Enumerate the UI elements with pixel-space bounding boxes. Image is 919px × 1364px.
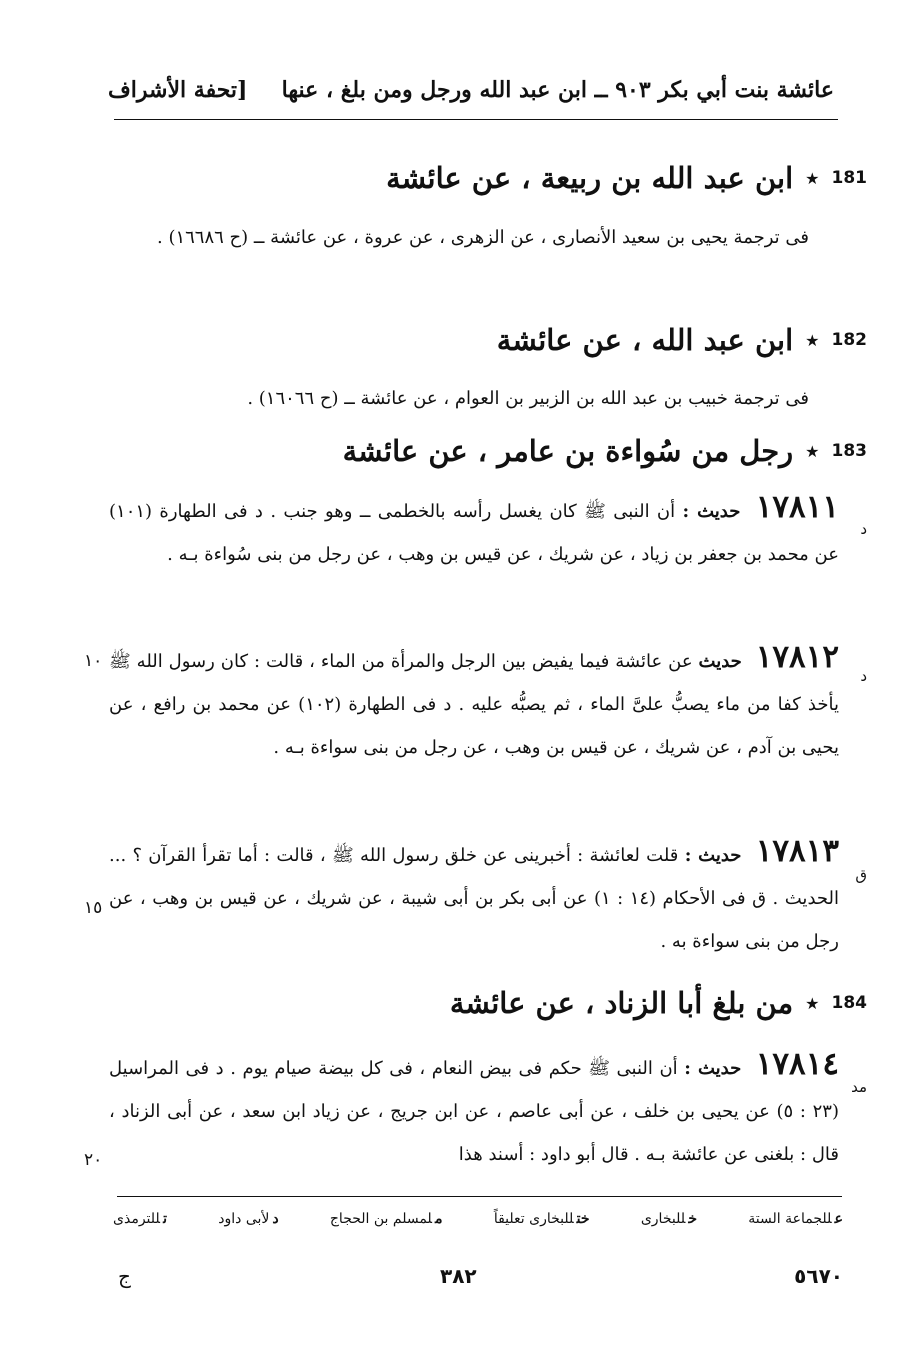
hadith-entry-17813: [109, 830, 839, 963]
source-symbol: ق: [855, 866, 867, 884]
star-icon: ★: [805, 168, 820, 188]
section-number: 181: [831, 168, 867, 188]
star-icon: ★: [805, 441, 820, 461]
abbreviation-legend: [113, 1204, 843, 1234]
entry-number: ١٧٨١٤: [755, 1046, 840, 1082]
section-number: 183: [831, 441, 867, 461]
entry-number: ١٧٨١٢: [755, 639, 839, 675]
entry-label: حديث :: [682, 501, 741, 522]
legend-item: دلأبى داود: [218, 1211, 279, 1227]
running-header-book: [تحفة الأشراف: [108, 77, 248, 103]
section-heading-184: [450, 980, 867, 1026]
entry-text: قلت لعائشة : أخبرينى عن خلق رسول الله ﷺ ، قالت : أما تقرأ القرآن ؟ ... الحديث . ق فى الأحكام (١٤ : ١) عن أبى بكر بن أبى شيبة ، عن شريك ، عن قيس بن وهب ، عن رجل من بنى سواءة به .: [109, 845, 839, 952]
running-header-title: عائشة بنت أبي بكر ٩٠٣ ــ ابن عبد الله ورجل ومن بلغ ، عنها: [281, 77, 834, 103]
paragraph-181: فى ترجمة يحيى بن سعيد الأنصارى ، عن الزهرى ، عن عروة ، عن عائشة ــ (ح ١٦٦٨٦) .: [157, 227, 809, 248]
volume-reference: ٥٦٧٠: [794, 1264, 843, 1288]
entry-text: عن عائشة فيما يفيض بين الرجل والمرأة من الماء ، قالت : كان رسول الله ﷺ يأخذ كفا من ماء يصبُّ علىَّ الماء ، ثم يصبُّه عليه . د فى الطهارة (١٠٢) عن محمد بن رافع ، عن يحيى بن آدم ، عن شريك ، عن قيس بن وهب ، عن رجل من بنى سواءة بـه .: [109, 651, 839, 758]
source-symbol: د: [860, 520, 867, 538]
section-heading-181: [386, 155, 867, 201]
entry-number: ١٧٨١٣: [755, 833, 839, 869]
entry-label: حديث :: [684, 845, 742, 866]
page-number: ٣٨٢: [440, 1264, 477, 1288]
entry-text: أن النبى ﷺ حكم فى بيض النعام ، فى كل بيضة صيام يوم . د فى المراسيل (٢٣ : ٥) عن يحيى بن خلف ، عن أبى عاصم ، عن ابن جريج ، عن زياد ابن سعد ، عن أبى الزناد ، قال : بلغنى عن عائشة بـه . قال أبو داود : أسند هذا: [109, 1058, 840, 1165]
entry-number: ١٧٨١١: [755, 489, 839, 525]
section-number: 182: [831, 330, 867, 350]
section-title: رجل من سُواءة بن عامر ، عن عائشة: [342, 434, 794, 468]
star-icon: ★: [805, 993, 820, 1013]
hadith-entry-17812: [109, 636, 839, 769]
hadith-entry-17811: [109, 486, 839, 576]
section-heading-182: [497, 317, 867, 363]
signature-mark: ج: [118, 1264, 131, 1288]
legend-item: تللترمذى: [113, 1211, 167, 1227]
legend-item: خللبخارى: [640, 1211, 697, 1227]
line-number: ١٥: [84, 898, 103, 918]
entry-label: حديث: [698, 651, 742, 672]
star-icon: ★: [805, 330, 820, 350]
footer-rule: [117, 1196, 842, 1197]
legend-item: عللجماعة الستة: [748, 1211, 843, 1227]
section-title: من بلغ أبا الزناد ، عن عائشة: [449, 986, 794, 1020]
header-rule: [114, 119, 838, 120]
source-symbol: د: [860, 667, 867, 685]
entry-label: حديث :: [684, 1058, 742, 1079]
section-number: 184: [831, 993, 867, 1013]
paragraph-182: فى ترجمة خبيب بن عبد الله بن الزبير بن العوام ، عن عائشة ــ (ح ١٦٠٦٦) .: [247, 388, 809, 409]
section-title: ابن عبد الله بن ربيعة ، عن عائشة: [386, 161, 794, 195]
source-symbol: مد: [851, 1078, 867, 1096]
running-header: [108, 70, 834, 110]
section-heading-183: [343, 428, 867, 474]
line-number: ١٠: [84, 651, 103, 671]
section-title: ابن عبد الله ، عن عائشة: [496, 323, 794, 357]
legend-item: ختللبخارى تعليقاً: [493, 1211, 590, 1227]
hadith-entry-17814: [109, 1043, 839, 1176]
line-number: ٢٠: [84, 1150, 103, 1170]
legend-item: ملمسلم بن الحجاج: [329, 1211, 443, 1227]
entry-text: أن النبى ﷺ كان يغسل رأسه بالخطمى ــ وهو جنب . د فى الطهارة (١٠١) عن محمد بن جعفر بن زياد ، عن شريك ، عن قيس بن وهب ، عن رجل من بنى سُواءة بـه .: [109, 501, 839, 565]
